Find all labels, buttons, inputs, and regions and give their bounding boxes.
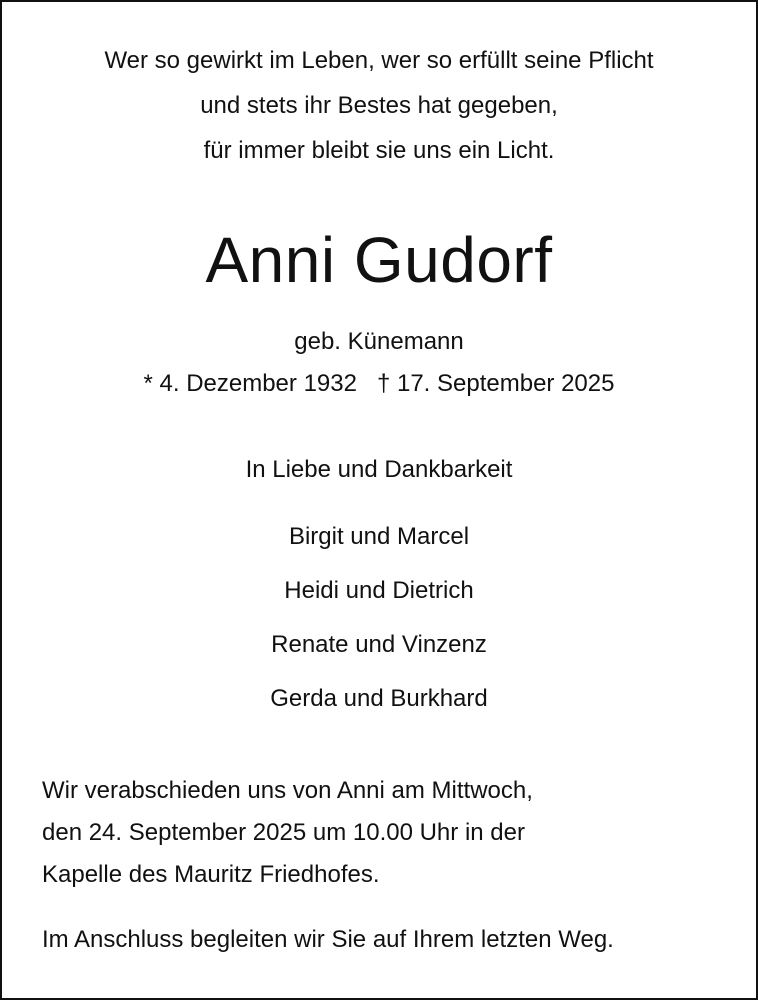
poem-line: für immer bleibt sie uns ein Licht.: [203, 137, 555, 164]
service-line: den 24. September 2025 um 10.00 Uhr in der: [42, 819, 525, 846]
life-dates: [2, 366, 756, 402]
death-date: † 17. September 2025: [376, 370, 615, 397]
service-details: [42, 770, 736, 896]
closing-note: Im Anschluss begleiten wir Sie auf Ihrem letzten Weg.: [42, 926, 614, 953]
service-line: Wir verabschieden uns von Anni am Mittwoch,: [42, 777, 533, 804]
mourner-entry: Heidi und Dietrich: [284, 577, 474, 604]
mourners-list: [2, 510, 756, 726]
deceased-name: Anni Gudorf: [205, 224, 553, 296]
poem-line: Wer so gewirkt im Leben, wer so erfüllt seine Pflicht: [104, 47, 654, 74]
mourners-intro: In Liebe und Dankbarkeit: [245, 456, 513, 483]
maiden-name: geb. Künemann: [294, 328, 464, 355]
mourner-entry: Gerda und Burkhard: [270, 685, 488, 712]
poem-line: und stets ihr Bestes hat gegeben,: [200, 92, 558, 119]
memorial-poem: [2, 38, 756, 173]
mourner-entry: Birgit und Marcel: [288, 523, 470, 550]
birth-date: * 4. Dezember 1932: [143, 370, 357, 397]
service-line: Kapelle des Mauritz Friedhofes.: [42, 861, 380, 888]
mourner-entry: Renate und Vinzenz: [271, 631, 487, 658]
